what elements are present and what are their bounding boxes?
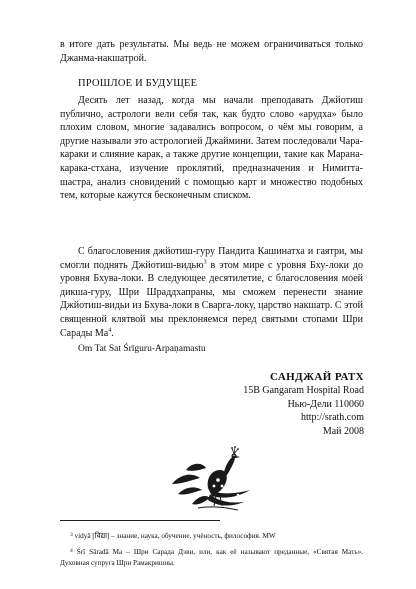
paragraph-future bbox=[60, 245, 363, 340]
footnote-ref-3: 3 bbox=[203, 259, 207, 266]
footnote-divider bbox=[60, 520, 220, 521]
peacock-ornament-icon bbox=[168, 444, 254, 514]
continuation-paragraph: в итоге дать результаты. Мы ведь не можем ограничиваться только Джанма-накшатрой. bbox=[60, 39, 363, 64]
footnote-3-text: vidyā [विद्या] – знание, наука, обучение, учёность, философия. MW bbox=[74, 532, 276, 540]
paragraph-future-text-1: С благословения джйотиш-гуру Пандита Кашинатха и гаятри, мы смогли поднять Джйотиш-видью bbox=[60, 246, 363, 271]
footnote-4-number: 4 bbox=[70, 548, 73, 554]
author-city: Нью-Дели 110060 bbox=[287, 398, 364, 410]
section-heading: ПРОШЛОЕ И БУДУЩЕЕ bbox=[78, 78, 198, 89]
paragraph-future-end: . bbox=[111, 327, 114, 339]
om-invocation: Om Tat Sat Śrīguru-Arpaṇamastu bbox=[78, 344, 206, 354]
paragraph-future-text-2: в этом мире с уровня Бху-локи до уровня Бхува-локи. В следующее десятилетие, с благословения моей дикша-гуру, Шри Шраддхапраны, мы сможем перенести знание Джйотиш-видьи из Бхува-локи в Сварга-локу, царство накшатр. С этой священной клятвой мы преклоняемся перед святыми стопами Шри Сарады Ма bbox=[60, 259, 363, 339]
footnote-3 bbox=[60, 530, 363, 542]
footnote-ref-4: 4 bbox=[108, 327, 112, 334]
footnote-4 bbox=[60, 546, 363, 568]
author-date: Май 2008 bbox=[322, 425, 364, 437]
footnote-4-text: Śrī Sāradā Ma – Шри Сарада Дэви, или, как её называют преданные, «Святая Мать». Духовная супруга Шри Рамакришны. bbox=[60, 548, 363, 567]
paragraph-past: Десять лет назад, когда мы начали преподавать Джйотиш публично, астрологи вели себя так, как будто слово «арудха» было плохим словом, многие задавались вопросом, о чём мы говорим, а другие называли это астрологией Джаймини. Затем последовали Чара-караки и слияние карак, а также другие концепции, такие как Марана-карака-стхана, изучение проклятий, предназначения и Нимитта-шастра, анализ сновидений с помощью карт и множество подобных тем, которые кажутся бесконечным списком. bbox=[60, 95, 363, 202]
author-signature bbox=[243, 370, 364, 438]
author-url: http://srath.com bbox=[300, 412, 364, 424]
footnote-3-number: 3 bbox=[70, 532, 73, 538]
author-address: 15B Gangaram Hospital Road bbox=[243, 385, 364, 396]
author-name: САНДЖАЙ РАТХ bbox=[270, 371, 364, 383]
